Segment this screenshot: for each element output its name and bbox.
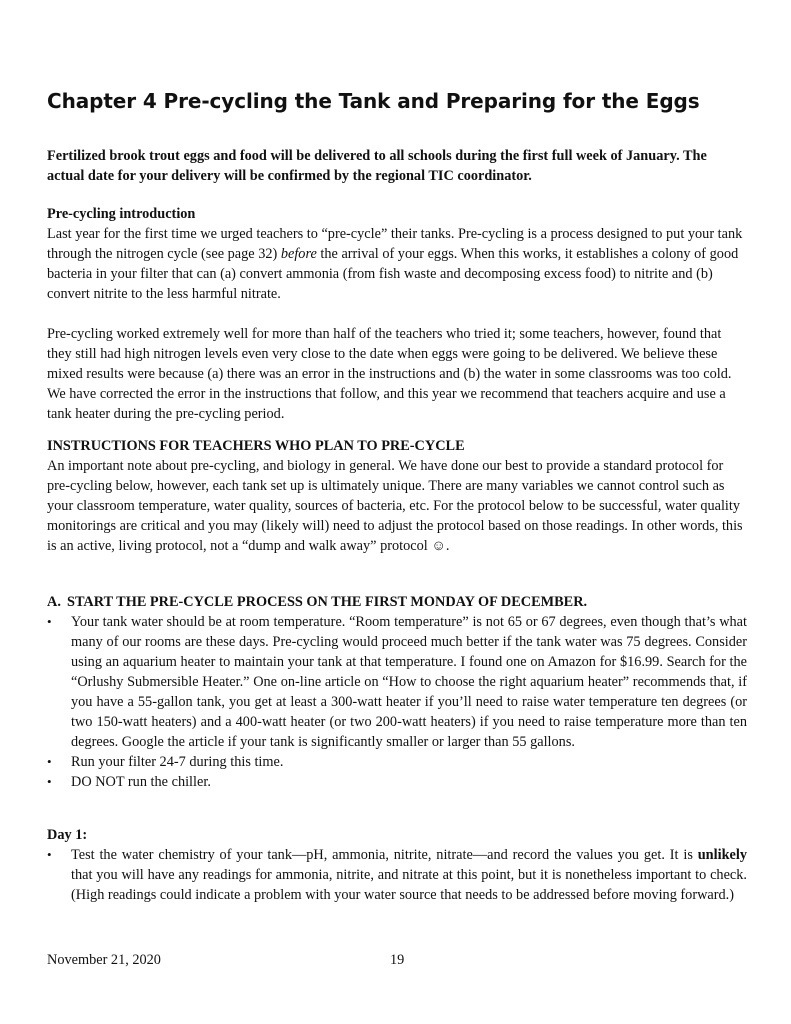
step-a-heading bbox=[47, 592, 747, 612]
day-1-bullet-list bbox=[47, 845, 747, 905]
precycling-intro-paragraph-1 bbox=[47, 224, 747, 304]
chapter-title: Chapter 4 Pre-cycling the Tank and Preparing for the Eggs bbox=[47, 89, 700, 113]
instructions-paragraph: An important note about pre-cycling, and biology in general. We have done our best to provide a standard protocol for pre-cycling below, however, each tank set up is ultimately unique. There are many variables we cannot control such as your classroom temperature, water quality, sources of bacteria, etc. For the protocol below to be successful, water quality monitorings are critical and you may (likely will) need to adjust the protocol based on those readings. In other words, this is an active, living protocol, not a “dump and walk away” protocol ☺. bbox=[47, 458, 743, 554]
emphasis-text: before bbox=[280, 246, 317, 262]
instructions-heading: INSTRUCTIONS FOR TEACHERS WHO PLAN TO PRE-CYCLE bbox=[47, 438, 465, 454]
list-item-text: Run your filter 24-7 during this time. bbox=[71, 754, 284, 770]
step-a-bullet-list bbox=[47, 612, 747, 792]
list-item-text: that you will have any readings for ammonia, nitrite, and nitrate at this point, but it is nonetheless important to check. (High readings could indicate a problem with your water source that needs to be addressed before moving forward.) bbox=[71, 867, 747, 903]
list-item bbox=[47, 845, 747, 905]
bullet-icon: • bbox=[47, 774, 52, 789]
step-a-number: A. bbox=[47, 594, 61, 610]
paragraph-text: Last year for the first time we urged teachers to “pre-cycle” their tanks. Pre-cycling is a process designed to put your tank through the nitrogen cycle (see page 32) bbox=[47, 226, 743, 262]
step-a-section bbox=[47, 592, 747, 792]
list-item bbox=[47, 772, 747, 792]
list-item-text: DO NOT run the chiller. bbox=[71, 774, 211, 790]
delivery-notice: Fertilized brook trout eggs and food will be delivered to all schools during the first full week of January. The actual date for your delivery will be confirmed by the regional TIC coordinator. bbox=[47, 148, 707, 184]
bullet-icon: • bbox=[47, 614, 52, 629]
list-item bbox=[47, 752, 747, 772]
precycling-intro-heading: Pre-cycling introduction bbox=[47, 206, 196, 222]
bullet-icon: • bbox=[47, 754, 52, 769]
footer-date: November 21, 2020 bbox=[47, 952, 161, 968]
day-1-section bbox=[47, 825, 747, 905]
precycling-intro-section bbox=[47, 204, 747, 424]
list-item bbox=[47, 612, 747, 752]
day-1-heading: Day 1: bbox=[47, 827, 88, 843]
list-item-text: Your tank water should be at room temperature. “Room temperature” is not 65 or 67 degrees, even though that’s what many of our rooms are these days. Pre-cycling would proceed much better if the tank water was 75 degrees. Consider using an aquarium heater to maintain your tank at that temperature. I found one on Amazon for $16.99. Search for the “Orlushy Submersible Heater.” One on-line article on “How to choose the right aquarium heater” recommends that, if you have a 55-gallon tank, you get at least a 300-watt heater if you’ll need to raise water temperature ten degrees (or two 150-watt heaters) and a 400-watt heater (or two 200-watt heaters) if you need to raise temperature more than ten degrees. Google the article if your tank is significantly smaller or larger than 55 gallons. bbox=[71, 614, 747, 750]
instructions-section bbox=[47, 436, 747, 556]
precycling-intro-paragraph-2: Pre-cycling worked extremely well for more than half of the teachers who tried it; some teachers, however, found that they still had high nitrogen levels even very close to the date when eggs were going to be delivered. We believe these mixed results were because (a) there was an error in the instructions and (b) the water in some classrooms was too cold. We have corrected the error in the instructions that follow, and this year we recommend that teachers acquire and use a tank heater during the pre-cycling period. bbox=[47, 326, 732, 422]
bullet-icon: • bbox=[47, 847, 52, 862]
list-item-text: Test the water chemistry of your tank—pH, ammonia, nitrite, nitrate—and record the values you get. It is bbox=[71, 847, 698, 863]
paragraph-text: the arrival of your eggs. When this works, it establishes a colony of good bacteria in your filter that can (a) convert ammonia (from fish waste and decomposing excess food) to nitrite and (b) convert nitrite to the less harmful nitrate. bbox=[47, 246, 739, 302]
step-a-title: START THE PRE-CYCLE PROCESS ON THE FIRST MONDAY OF DECEMBER. bbox=[67, 594, 588, 610]
emphasis-text: unlikely bbox=[697, 847, 747, 863]
page-number: 19 bbox=[390, 952, 405, 968]
